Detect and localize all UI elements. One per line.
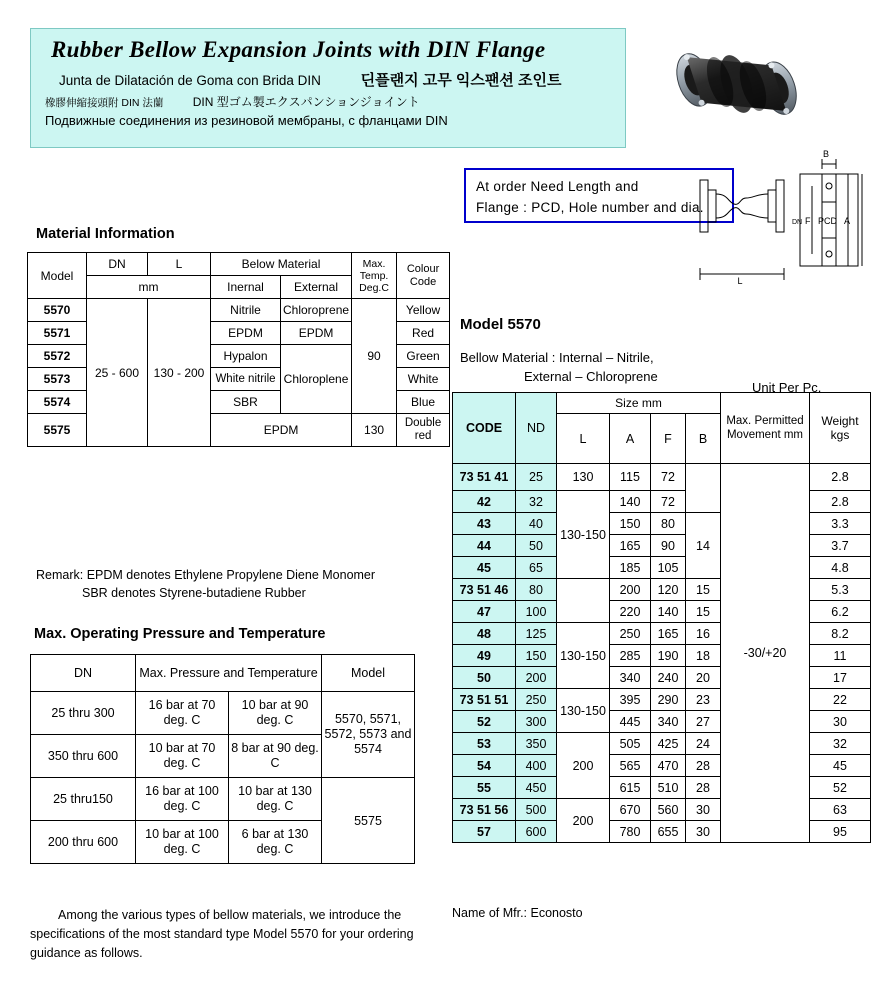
th-pressure-model: Model	[322, 655, 415, 692]
pressure-value-2: 10 bar at 130 deg. C	[229, 778, 322, 821]
spec-weight: 2.8	[810, 491, 871, 513]
unit-per-pc-label: Unit Per Pc.	[752, 380, 822, 395]
spec-weight: 30	[810, 711, 871, 733]
spec-l: 130-150	[557, 623, 610, 689]
drawing-label-b: B	[822, 150, 830, 159]
spec-code: 52	[453, 711, 516, 733]
spec-code: 43	[453, 513, 516, 535]
material-internal: Hypalon	[211, 345, 281, 368]
model-5570-spec-table	[452, 392, 871, 843]
spec-f: 655	[651, 821, 686, 843]
th-weight: Weight kgs	[810, 393, 871, 464]
spec-nd: 100	[516, 601, 557, 623]
material-colour: Yellow	[397, 299, 450, 322]
spec-f: 470	[651, 755, 686, 777]
spec-a: 565	[610, 755, 651, 777]
drawing-label-dn: DN	[792, 219, 803, 226]
pressure-value-1: 10 bar at 100 deg. C	[136, 821, 229, 864]
spec-f: 190	[651, 645, 686, 667]
spec-weight: 45	[810, 755, 871, 777]
spec-a: 140	[610, 491, 651, 513]
material-information-table	[27, 252, 450, 447]
spec-b: 15	[686, 601, 721, 623]
spec-b: 23	[686, 689, 721, 711]
spec-f: 120	[651, 579, 686, 601]
pressure-section-title: Max. Operating Pressure and Temperature	[34, 626, 326, 642]
spec-b: 15	[686, 579, 721, 601]
spec-code: 73 51 56	[453, 799, 516, 821]
bellow-line2: External – Chloroprene	[524, 369, 658, 384]
spec-nd: 50	[516, 535, 557, 557]
header-subtitle-zh-jp	[45, 93, 615, 110]
spec-nd: 65	[516, 557, 557, 579]
table-row	[31, 778, 415, 821]
spec-l: 200	[557, 733, 610, 799]
spec-f: 425	[651, 733, 686, 755]
table-row	[453, 464, 871, 491]
spec-nd: 200	[516, 667, 557, 689]
spec-a: 150	[610, 513, 651, 535]
footer-note-line2: the specifications of the most standard type Model 5570 for	[30, 908, 402, 941]
spec-code: 44	[453, 535, 516, 557]
spec-weight: 2.8	[810, 464, 871, 491]
table-row	[28, 299, 450, 322]
spec-b: 20	[686, 667, 721, 689]
spec-b: 30	[686, 821, 721, 843]
spec-weight: 22	[810, 689, 871, 711]
material-temp: 90	[352, 299, 397, 414]
material-external: EPDM	[281, 322, 352, 345]
spec-code: 73 51 46	[453, 579, 516, 601]
pressure-dn: 200 thru 600	[31, 821, 136, 864]
th-internal: Inernal	[211, 276, 281, 299]
spec-a: 250	[610, 623, 651, 645]
pressure-dn: 25 thru150	[31, 778, 136, 821]
material-colour: Red	[397, 322, 450, 345]
spec-weight: 6.2	[810, 601, 871, 623]
material-internal: EPDM	[211, 322, 281, 345]
th-external: External	[281, 276, 352, 299]
th-pressure-dn: DN	[31, 655, 136, 692]
th-model: Model	[28, 253, 87, 299]
spec-l: 130	[557, 464, 610, 491]
header-subtitle-es-kr	[59, 69, 615, 90]
spec-a: 615	[610, 777, 651, 799]
subtitle-chinese: 橡膠伸縮接頭附 DIN 法蘭	[45, 97, 164, 109]
spec-f: 510	[651, 777, 686, 799]
spec-b: 16	[686, 623, 721, 645]
th-code: CODE	[453, 393, 516, 464]
order-note-line2: Flange : PCD, Hole number and dia.	[476, 200, 704, 215]
order-note-line1: At order Need Length and	[476, 179, 639, 194]
drawing-label-pcd: PCD	[818, 216, 838, 226]
table-row	[31, 692, 415, 735]
subtitle-korean: 딘플랜지 고무 익스팬션 조인트	[360, 72, 562, 89]
pressure-value-1: 16 bar at 70 deg. C	[136, 692, 229, 735]
spec-l: 200	[557, 799, 610, 843]
th-pressure-max: Max. Pressure and Temperature	[136, 655, 322, 692]
footer-note-line3: your ordering guidance as follows.	[30, 927, 414, 960]
spec-nd: 250	[516, 689, 557, 711]
spec-a: 505	[610, 733, 651, 755]
material-model: 5570	[28, 299, 87, 322]
spec-l: 130-150	[557, 491, 610, 579]
spec-code: 42	[453, 491, 516, 513]
spec-a: 340	[610, 667, 651, 689]
spec-a: 670	[610, 799, 651, 821]
spec-f: 90	[651, 535, 686, 557]
material-model: 5572	[28, 345, 87, 368]
pressure-dn: 350 thru 600	[31, 735, 136, 778]
spec-l: 130-150	[557, 689, 610, 733]
pressure-value-2: 6 bar at 130 deg. C	[229, 821, 322, 864]
footer-note	[30, 906, 440, 963]
drawing-label-f: F	[805, 216, 811, 226]
material-external: Chloroprene	[281, 299, 352, 322]
spec-f: 80	[651, 513, 686, 535]
spec-code: 47	[453, 601, 516, 623]
spec-f: 140	[651, 601, 686, 623]
material-colour: Double red	[397, 414, 450, 447]
technical-drawing	[672, 150, 882, 290]
spec-nd: 500	[516, 799, 557, 821]
th-l: L	[557, 414, 610, 464]
th-colour-code: Colour Code	[397, 253, 450, 299]
material-external: Chloroplene	[281, 345, 352, 414]
spec-f: 105	[651, 557, 686, 579]
spec-code: 49	[453, 645, 516, 667]
drawing-label-l: L	[737, 276, 743, 286]
spec-a: 165	[610, 535, 651, 557]
spec-code: 45	[453, 557, 516, 579]
th-size-mm: Size mm	[557, 393, 721, 414]
spec-a: 115	[610, 464, 651, 491]
spec-a: 200	[610, 579, 651, 601]
spec-f: 340	[651, 711, 686, 733]
spec-a: 285	[610, 645, 651, 667]
material-internal: SBR	[211, 391, 281, 414]
material-internal: Nitrile	[211, 299, 281, 322]
footer-note-line1: Among the various types of bellow materials, we introduce	[58, 908, 381, 922]
page-title: Rubber Bellow Expansion Joints with DIN Flange	[51, 37, 546, 62]
spec-weight: 3.7	[810, 535, 871, 557]
spec-b: 24	[686, 733, 721, 755]
material-model: 5575	[28, 414, 87, 447]
spec-a: 185	[610, 557, 651, 579]
subtitle-spanish: Junta de Dilatación de Goma con Brida DIN	[59, 73, 321, 88]
spec-nd: 125	[516, 623, 557, 645]
material-colour: Blue	[397, 391, 450, 414]
th-l: L	[148, 253, 211, 276]
spec-nd: 350	[516, 733, 557, 755]
spec-code: 73 51 41	[453, 464, 516, 491]
pressure-model-group: 5575	[322, 778, 415, 864]
pressure-value-1: 16 bar at 100 deg. C	[136, 778, 229, 821]
spec-nd: 400	[516, 755, 557, 777]
material-l-range: 130 - 200	[148, 299, 211, 447]
spec-weight: 5.3	[810, 579, 871, 601]
pressure-value-1: 10 bar at 70 deg. C	[136, 735, 229, 778]
spec-movement: -30/+20	[721, 464, 810, 843]
subtitle-japanese: DIN 型ゴム製エクスパンションジョイント	[192, 95, 420, 109]
spec-b	[686, 464, 721, 513]
material-information-title: Material Information	[36, 226, 175, 242]
th-nd: ND	[516, 393, 557, 464]
spec-weight: 17	[810, 667, 871, 689]
spec-l	[557, 579, 610, 623]
spec-nd: 450	[516, 777, 557, 799]
spec-f: 72	[651, 491, 686, 513]
spec-code: 57	[453, 821, 516, 843]
material-dn-range: 25 - 600	[87, 299, 148, 447]
remark-line2: SBR denotes Styrene-butadiene Rubber	[82, 586, 306, 600]
model-5570-title: Model 5570	[460, 316, 541, 333]
pressure-value-2: 10 bar at 90 deg. C	[229, 692, 322, 735]
header-band	[30, 28, 626, 148]
spec-weight: 11	[810, 645, 871, 667]
spec-weight: 32	[810, 733, 871, 755]
spec-code: 55	[453, 777, 516, 799]
th-f: F	[651, 414, 686, 464]
material-model: 5574	[28, 391, 87, 414]
material-remark	[36, 566, 375, 602]
spec-b: 18	[686, 645, 721, 667]
th-b: B	[686, 414, 721, 464]
spec-weight: 4.8	[810, 557, 871, 579]
spec-b: 28	[686, 777, 721, 799]
material-internal: EPDM	[211, 414, 352, 447]
spec-a: 445	[610, 711, 651, 733]
th-a: A	[610, 414, 651, 464]
spec-code: 50	[453, 667, 516, 689]
product-photo	[650, 30, 830, 140]
spec-weight: 8.2	[810, 623, 871, 645]
spec-nd: 25	[516, 464, 557, 491]
material-colour: Green	[397, 345, 450, 368]
pressure-model-group: 5570, 5571, 5572, 5573 and 5574	[322, 692, 415, 778]
material-colour: White	[397, 368, 450, 391]
bellow-line1: Bellow Material : Internal – Nitrile,	[460, 350, 654, 365]
pressure-dn: 25 thru 300	[31, 692, 136, 735]
spec-nd: 40	[516, 513, 557, 535]
spec-weight: 52	[810, 777, 871, 799]
th-below-material: Below Material	[211, 253, 352, 276]
material-model: 5573	[28, 368, 87, 391]
drawing-label-a: A	[844, 216, 851, 226]
material-temp: 130	[352, 414, 397, 447]
spec-nd: 32	[516, 491, 557, 513]
manufacturer-name: Name of Mfr.: Econosto	[452, 906, 583, 920]
model-bellow-material	[460, 348, 658, 386]
spec-code: 54	[453, 755, 516, 777]
spec-a: 780	[610, 821, 651, 843]
spec-weight: 63	[810, 799, 871, 821]
pressure-value-2: 8 bar at 90 deg. C	[229, 735, 322, 778]
spec-nd: 150	[516, 645, 557, 667]
spec-b: 28	[686, 755, 721, 777]
spec-a: 220	[610, 601, 651, 623]
spec-b: 30	[686, 799, 721, 821]
spec-f: 560	[651, 799, 686, 821]
spec-nd: 600	[516, 821, 557, 843]
pressure-temperature-table	[30, 654, 415, 864]
spec-b: 14	[686, 513, 721, 579]
th-max-movement: Max. Permitted Movement mm	[721, 393, 810, 464]
spec-nd: 300	[516, 711, 557, 733]
spec-f: 165	[651, 623, 686, 645]
spec-f: 290	[651, 689, 686, 711]
th-dn: DN	[87, 253, 148, 276]
spec-nd: 80	[516, 579, 557, 601]
spec-f: 72	[651, 464, 686, 491]
material-model: 5571	[28, 322, 87, 345]
th-max-temp: Max. Temp. Deg.C	[352, 253, 397, 299]
spec-f: 240	[651, 667, 686, 689]
th-mm: mm	[87, 276, 211, 299]
spec-a: 395	[610, 689, 651, 711]
remark-line1: Remark: EPDM denotes Ethylene Propylene Diene Monomer	[36, 568, 376, 582]
spec-code: 53	[453, 733, 516, 755]
material-internal: White nitrile	[211, 368, 281, 391]
spec-weight: 95	[810, 821, 871, 843]
subtitle-russian: Подвижные соединения из резиновой мембраны, с фланцами DIN	[45, 113, 448, 128]
spec-b: 27	[686, 711, 721, 733]
spec-code: 73 51 51	[453, 689, 516, 711]
spec-code: 48	[453, 623, 516, 645]
spec-weight: 3.3	[810, 513, 871, 535]
